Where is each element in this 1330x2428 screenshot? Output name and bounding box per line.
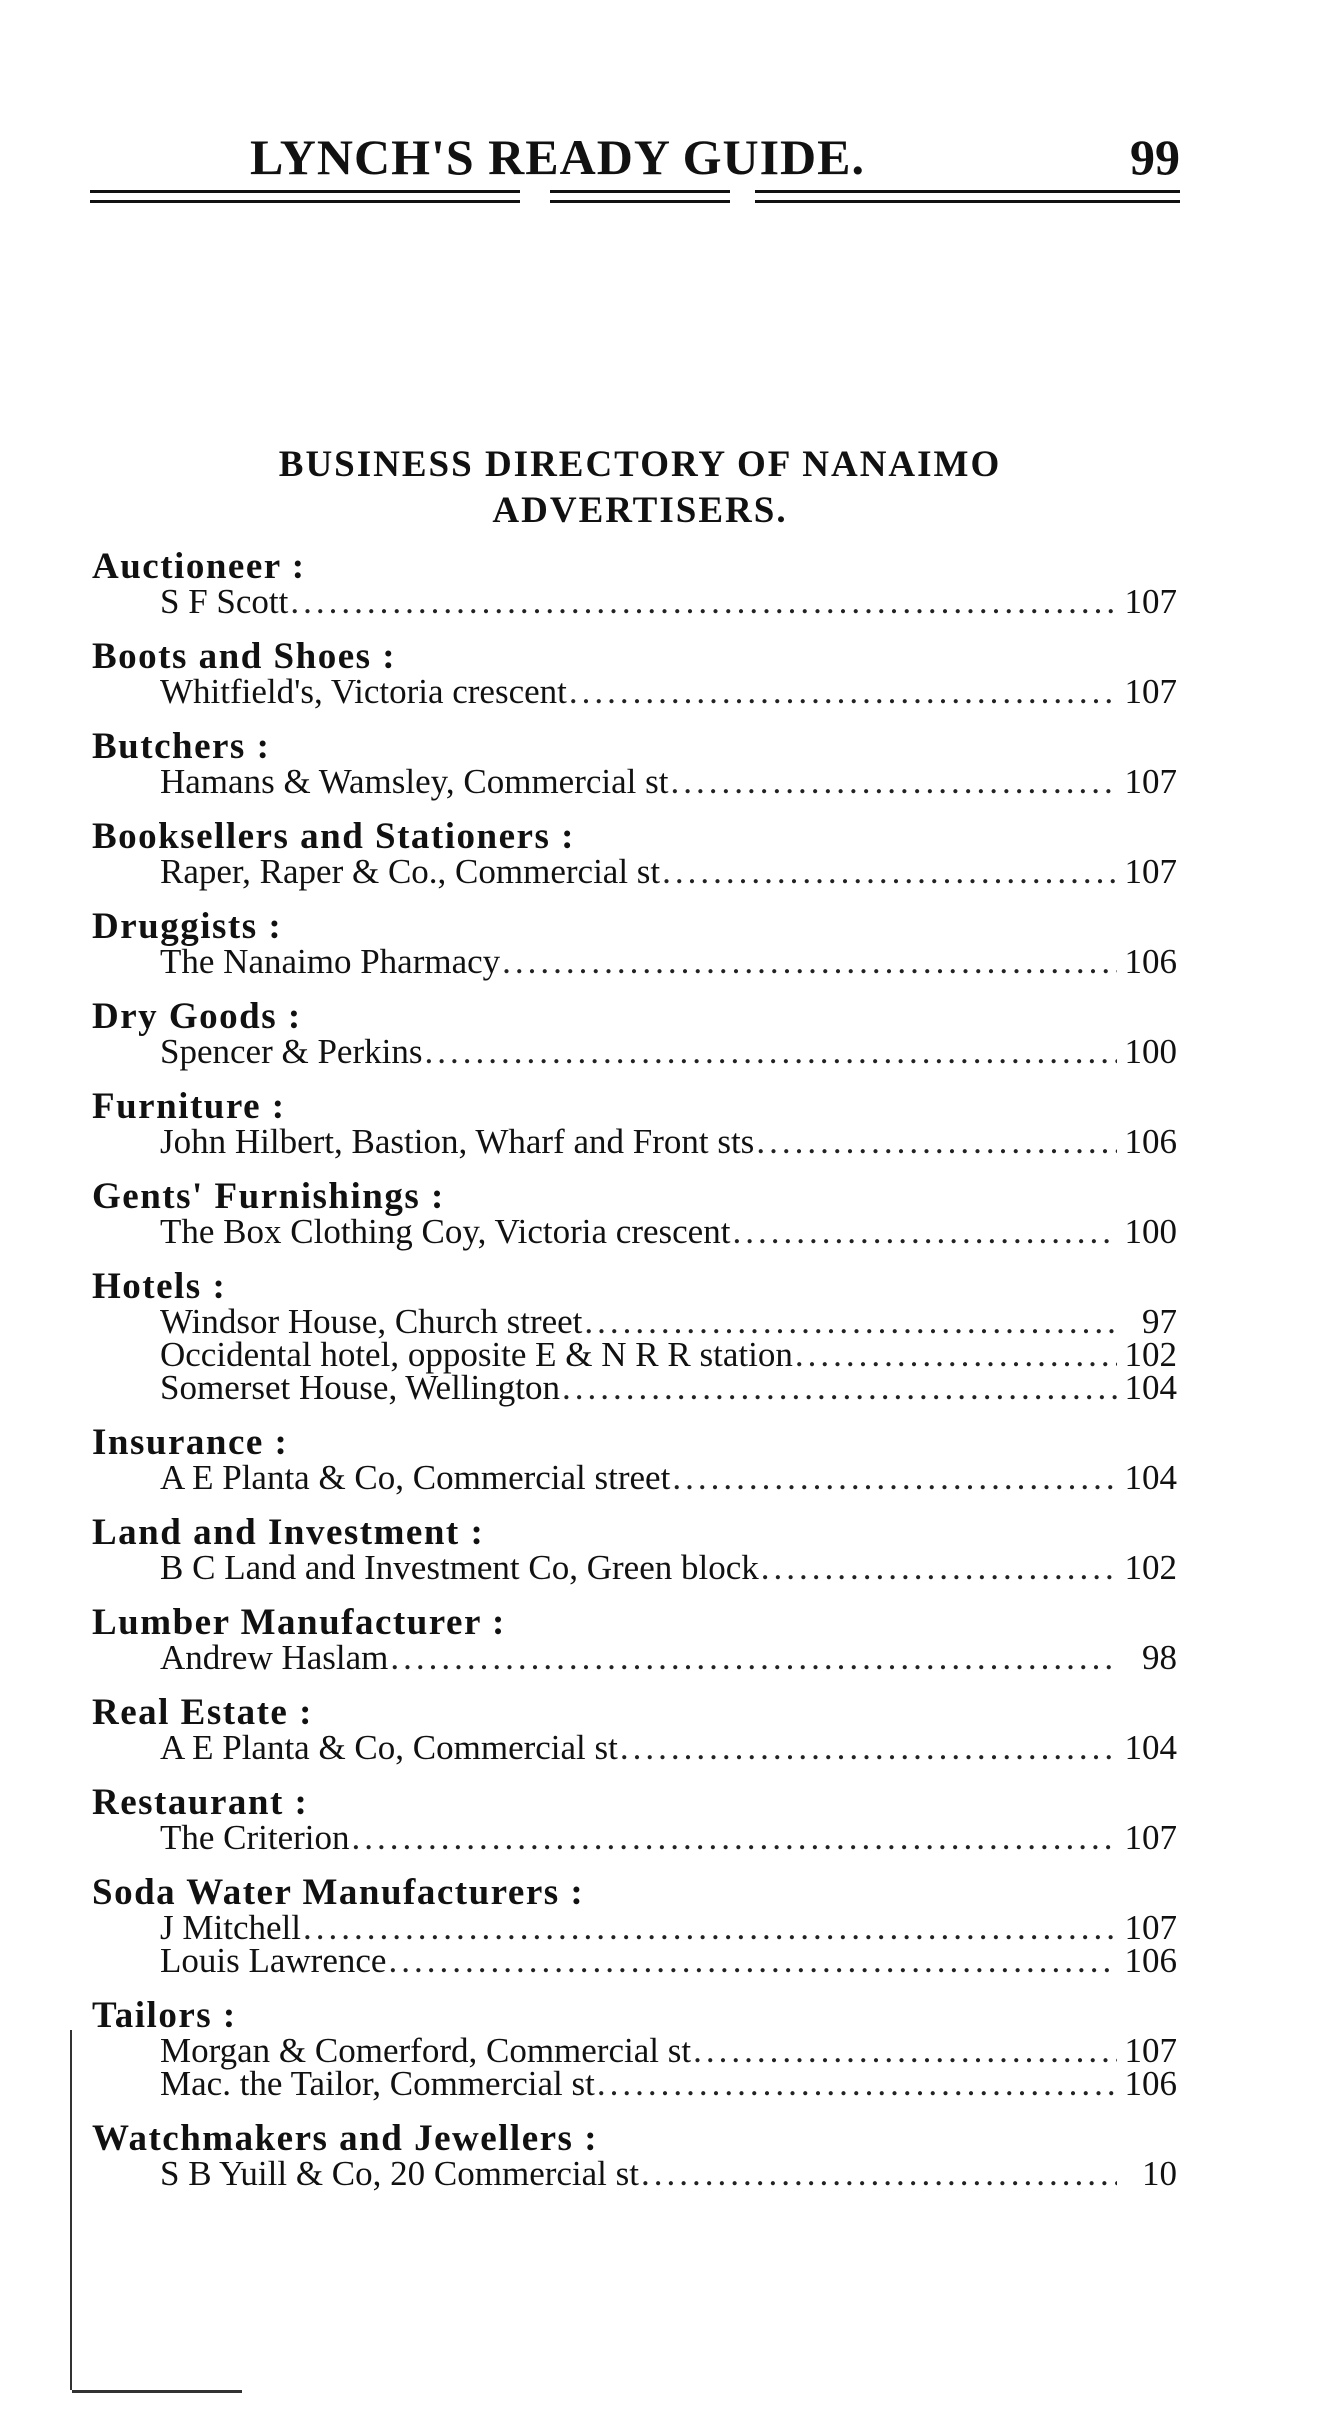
directory-category (92, 1782, 1177, 1857)
page-number: 99 (1130, 129, 1180, 185)
dot-leader (597, 2067, 1117, 2100)
dot-leader (620, 1731, 1117, 1764)
directory-entry (92, 2031, 1177, 2070)
entry-name: Windsor House, Church street (160, 1302, 583, 1341)
directory-entry (92, 672, 1177, 711)
directory-entry (92, 852, 1177, 891)
entry-page-number: 107 (1124, 852, 1177, 891)
entry-name: Occidental hotel, opposite E & N R R station (160, 1335, 793, 1374)
entry-page-number: 104 (1124, 1368, 1177, 1407)
entry-page-number: 100 (1124, 1212, 1177, 1251)
entry-page-number: 10 (1142, 2154, 1177, 2193)
directory-entry (92, 1548, 1177, 1587)
directory-category (92, 996, 1177, 1071)
directory-category (92, 1512, 1177, 1587)
running-title: LYNCH'S READY GUIDE. (250, 129, 866, 185)
entry-page-number: 102 (1124, 1548, 1177, 1587)
entry-name: S B Yuill & Co, 20 Commercial st (160, 2154, 639, 2193)
directory-entry (92, 942, 1177, 981)
category-heading: Hotels : (92, 1266, 227, 1307)
dot-leader (502, 945, 1116, 978)
entry-page-number: 107 (1124, 762, 1177, 801)
entry-page-number: 106 (1124, 1941, 1177, 1980)
running-header (90, 128, 1180, 185)
entry-page-number: 107 (1124, 1818, 1177, 1857)
directory-category (92, 1422, 1177, 1497)
directory-category (92, 1176, 1177, 1251)
entry-page-number: 102 (1124, 1335, 1177, 1374)
entry-name: Andrew Haslam (160, 1638, 389, 1677)
directory-entry (92, 1032, 1177, 1071)
directory-category (92, 1086, 1177, 1161)
category-heading: Booksellers and Stationers : (92, 816, 575, 857)
directory-entry (92, 1368, 1177, 1407)
dot-leader (388, 1944, 1116, 1977)
entry-name: Hamans & Wamsley, Commercial st (160, 762, 669, 801)
directory-entry (92, 1335, 1177, 1374)
entry-page-number: 97 (1142, 1302, 1177, 1341)
dot-leader (424, 1035, 1116, 1068)
entry-name: Whitfield's, Victoria crescent (160, 672, 567, 711)
directory-entry (92, 1818, 1177, 1857)
directory-entry (92, 1302, 1177, 1341)
dot-leader (352, 1821, 1117, 1854)
entry-name: B C Land and Investment Co, Green block (160, 1548, 759, 1587)
category-heading: Boots and Shoes : (92, 636, 397, 677)
entry-name: S F Scott (160, 582, 289, 621)
directory-entry (92, 1908, 1177, 1947)
dot-leader (795, 1338, 1117, 1371)
entry-name: J Mitchell (160, 1908, 301, 1947)
directory-category (92, 1266, 1177, 1407)
directory-category (92, 636, 1177, 711)
entry-name: Morgan & Comerford, Commercial st (160, 2031, 692, 2070)
category-heading: Soda Water Manufacturers : (92, 1872, 585, 1913)
entry-page-number: 100 (1124, 1032, 1177, 1071)
entry-name: Somerset House, Wellington (160, 1368, 560, 1407)
dot-leader (672, 1461, 1116, 1494)
dot-leader (569, 675, 1117, 708)
dot-leader (662, 855, 1116, 888)
dot-leader (756, 1125, 1116, 1158)
entry-page-number: 107 (1124, 672, 1177, 711)
entry-page-number: 107 (1124, 582, 1177, 621)
directory-category (92, 726, 1177, 801)
category-heading: Lumber Manufacturer : (92, 1602, 506, 1643)
directory-category (92, 2118, 1177, 2193)
dot-leader (670, 765, 1116, 798)
entry-name: A E Planta & Co, Commercial street (160, 1458, 671, 1497)
directory-entry (92, 1458, 1177, 1497)
entry-name: A E Planta & Co, Commercial st (160, 1728, 618, 1767)
dot-leader (584, 1305, 1117, 1338)
dot-leader (732, 1215, 1116, 1248)
entry-page-number: 107 (1124, 2031, 1177, 2070)
entry-page-number: 106 (1124, 1122, 1177, 1161)
directory-title (140, 442, 1140, 534)
dot-leader (290, 585, 1116, 618)
entry-name: Spencer & Perkins (160, 1032, 423, 1071)
category-heading: Gents' Furnishings : (92, 1176, 445, 1217)
entry-page-number: 106 (1124, 942, 1177, 981)
category-heading: Druggists : (92, 906, 283, 947)
entry-name: Louis Lawrence (160, 1941, 387, 1980)
entry-name: The Criterion (160, 1818, 350, 1857)
directory-entry (92, 1638, 1177, 1677)
category-heading: Insurance : (92, 1422, 289, 1463)
directory-title-line-1: BUSINESS DIRECTORY OF NANAIMO (278, 444, 1002, 485)
dot-leader (562, 1371, 1117, 1404)
directory-category (92, 1692, 1177, 1767)
directory-category (92, 906, 1177, 981)
directory-category (92, 1995, 1177, 2103)
directory-entry (92, 582, 1177, 621)
entry-name: The Nanaimo Pharmacy (160, 942, 501, 981)
directory-entry (92, 1728, 1177, 1767)
entry-name: Mac. the Tailor, Commercial st (160, 2064, 595, 2103)
directory-category (92, 816, 1177, 891)
header-rules (90, 190, 1180, 208)
entry-page-number: 104 (1124, 1458, 1177, 1497)
entry-name: The Box Clothing Coy, Victoria crescent (160, 1212, 731, 1251)
dot-leader (303, 1911, 1117, 1944)
category-heading: Dry Goods : (92, 996, 302, 1037)
entry-name: Raper, Raper & Co., Commercial st (160, 852, 661, 891)
category-heading: Tailors : (92, 1995, 237, 2036)
directory-title-line-2: ADVERTISERS. (492, 490, 788, 531)
directory-entry (92, 762, 1177, 801)
directory-entry (92, 1212, 1177, 1251)
directory-entry (92, 2064, 1177, 2103)
dot-leader (693, 2034, 1116, 2067)
category-heading: Auctioneer : (92, 546, 306, 587)
entry-page-number: 104 (1124, 1728, 1177, 1767)
directory-category (92, 1872, 1177, 1980)
dot-leader (641, 2157, 1117, 2190)
footer-rule (72, 2390, 242, 2393)
category-heading: Real Estate : (92, 1692, 313, 1733)
entry-page-number: 98 (1142, 1638, 1177, 1677)
margin-line (70, 2030, 72, 2390)
directory-entry (92, 1941, 1177, 1980)
category-heading: Butchers : (92, 726, 271, 767)
directory-list (92, 548, 1177, 2210)
directory-entry (92, 1122, 1177, 1161)
category-heading: Furniture : (92, 1086, 286, 1127)
entry-name: John Hilbert, Bastion, Wharf and Front sts (160, 1122, 755, 1161)
dot-leader (390, 1641, 1117, 1674)
directory-category (92, 546, 1177, 621)
dot-leader (761, 1551, 1117, 1584)
category-heading: Watchmakers and Jewellers : (92, 2118, 599, 2159)
entry-page-number: 107 (1124, 1908, 1177, 1947)
directory-category (92, 1602, 1177, 1677)
entry-page-number: 106 (1124, 2064, 1177, 2103)
directory-entry (92, 2154, 1177, 2193)
category-heading: Restaurant : (92, 1782, 309, 1823)
category-heading: Land and Investment : (92, 1512, 485, 1553)
